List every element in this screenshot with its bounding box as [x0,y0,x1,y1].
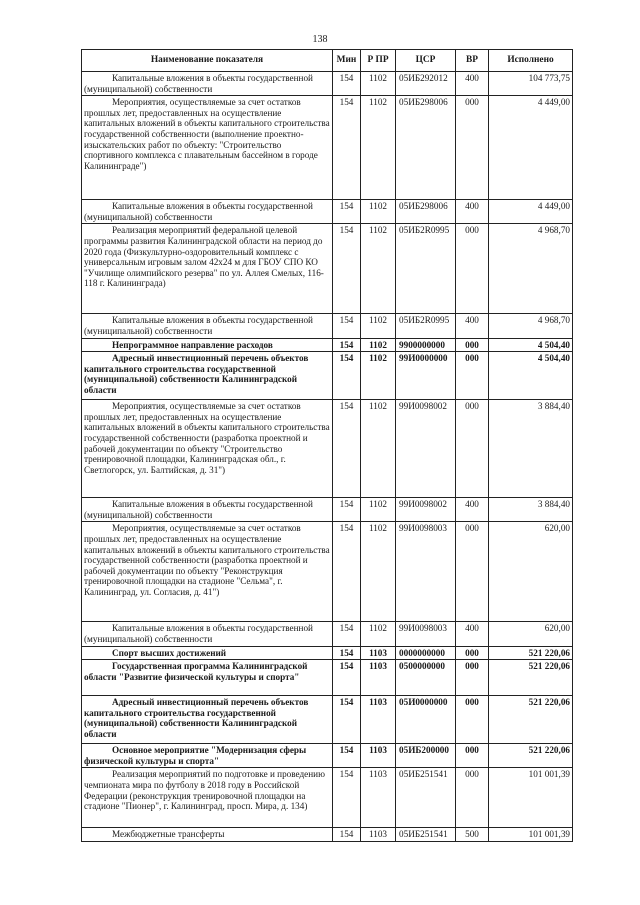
row-name [82,352,333,400]
row-vr: 000 [456,96,489,200]
table-row [82,828,573,842]
row-name-text: Капитальные вложения в объекты государственной (муниципальной) собственности [84,623,313,644]
row-sum: 620,00 [489,522,573,622]
row-name-text: Мероприятия, осуществляемые за счет остатков прошлых лет, предоставленных на осуществление капитальных вложений в объекты капитального строительства государственной собственности (разработка проектной и рабочей документации по объекту "Строительство тренировочной площадки, Калининградская обл., г. Светлогорск, ул. Балтийская, д. 31") [84,401,330,475]
row-min: 154 [333,72,361,96]
row-sum: 3 884,40 [489,400,573,498]
header-name: Наименование показателя [82,50,333,72]
row-rpr: 1102 [361,338,396,352]
row-min: 154 [333,96,361,200]
row-rpr: 1102 [361,96,396,200]
row-vr: 000 [456,352,489,400]
row-min: 154 [333,498,361,522]
row-csr: 99И0098003 [396,622,456,646]
row-name [82,622,333,646]
row-csr: 99И0098002 [396,400,456,498]
row-min: 154 [333,352,361,400]
row-name-text: Капитальные вложения в объекты государственной (муниципальной) собственности [84,315,313,336]
row-name [82,696,333,744]
budget-table [81,49,573,842]
row-name [82,646,333,660]
row-min: 154 [333,224,361,314]
row-sum: 4 968,70 [489,314,573,338]
header-min: Мин [333,50,361,72]
row-sum: 4 968,70 [489,224,573,314]
row-csr: 05ИБ251541 [396,828,456,842]
table-row [82,314,573,338]
row-vr: 000 [456,696,489,744]
row-rpr: 1102 [361,622,396,646]
row-vr: 000 [456,660,489,696]
page-number: 138 [312,34,328,45]
row-vr: 400 [456,72,489,96]
row-name [82,224,333,314]
row-name-text: Адресный инвестиционный перечень объектов капитального строительства государственной (муниципальной) собственности Калининградской области [84,353,309,395]
row-name-text: Адресный инвестиционный перечень объектов капитального строительства государственной (муниципальной) собственности Калининградской области [84,697,309,739]
row-sum: 521 220,06 [489,696,573,744]
row-name-text: Капитальные вложения в объекты государственной (муниципальной) собственности [84,499,313,520]
row-rpr: 1102 [361,314,396,338]
row-vr: 000 [456,646,489,660]
row-vr: 400 [456,200,489,224]
table-row [82,646,573,660]
row-name-text: Капитальные вложения в объекты государственной (муниципальной) собственности [84,73,313,94]
row-name [82,400,333,498]
row-csr: 05ИБ298006 [396,96,456,200]
row-min: 154 [333,314,361,338]
row-vr: 000 [456,522,489,622]
row-vr: 000 [456,744,489,768]
row-vr: 400 [456,314,489,338]
row-name [82,828,333,842]
row-rpr: 1103 [361,768,396,828]
row-vr: 000 [456,768,489,828]
table-row [82,72,573,96]
row-rpr: 1103 [361,828,396,842]
row-rpr: 1102 [361,352,396,400]
row-csr: 05ИБ298006 [396,200,456,224]
header-csr: ЦСР [396,50,456,72]
row-vr: 000 [456,224,489,314]
table-header-row [82,50,573,72]
row-name [82,200,333,224]
table-row [82,696,573,744]
row-vr: 500 [456,828,489,842]
row-rpr: 1103 [361,696,396,744]
row-csr: 0500000000 [396,660,456,696]
table-row [82,224,573,314]
row-name [82,768,333,828]
row-min: 154 [333,200,361,224]
row-csr: 05ИБ292012 [396,72,456,96]
row-vr: 400 [456,498,489,522]
row-rpr: 1102 [361,224,396,314]
row-csr: 05ИБ2R0995 [396,224,456,314]
table-row [82,660,573,696]
header-vr: ВР [456,50,489,72]
row-csr: 0000000000 [396,646,456,660]
row-min: 154 [333,646,361,660]
row-min: 154 [333,768,361,828]
row-csr: 05И0000000 [396,696,456,744]
row-min: 154 [333,400,361,498]
table-row [82,352,573,400]
row-name-text: Спорт высших достижений [112,647,227,658]
row-name [82,522,333,622]
row-sum: 4 449,00 [489,96,573,200]
row-min: 154 [333,744,361,768]
table-row [82,96,573,200]
row-min: 154 [333,828,361,842]
row-sum: 4 449,00 [489,200,573,224]
row-sum: 521 220,06 [489,660,573,696]
row-sum: 4 504,40 [489,352,573,400]
row-name [82,338,333,352]
row-rpr: 1102 [361,522,396,622]
row-csr: 9900000000 [396,338,456,352]
header-rpr: Р ПР [361,50,396,72]
row-sum: 101 001,39 [489,828,573,842]
row-name [82,660,333,696]
row-sum: 4 504,40 [489,338,573,352]
table-row [82,498,573,522]
table-row [82,744,573,768]
row-rpr: 1103 [361,646,396,660]
table-body [82,72,573,842]
row-name [82,72,333,96]
row-min: 154 [333,338,361,352]
row-sum: 521 220,06 [489,646,573,660]
row-csr: 99И0098002 [396,498,456,522]
row-min: 154 [333,522,361,622]
row-name-text: Реализация мероприятий по подготовке и проведению чемпионата мира по футболу в 2018 году в Российской Федерации (реконструкция тренировочной площадки на стадионе "Пионер", г. Калининград, просп. Мира, д. 134) [84,769,325,812]
row-csr: 99И0098003 [396,522,456,622]
row-min: 154 [333,660,361,696]
row-sum: 3 884,40 [489,498,573,522]
row-name [82,744,333,768]
table-row [82,200,573,224]
row-csr: 05ИБ251541 [396,768,456,828]
row-rpr: 1102 [361,400,396,498]
row-sum: 620,00 [489,622,573,646]
row-name-text: Мероприятия, осуществляемые за счет остатков прошлых лет, предоставленных на осуществление капитальных вложений в объекты капитального строительства государственной собственности (разработка проектной и рабочей документации по объекту "Реконструкция тренировочной площадки на стадионе "Сельма", г. Калининград, ул. Согласия, д. 41") [84,523,330,597]
row-rpr: 1103 [361,660,396,696]
row-csr: 99И0000000 [396,352,456,400]
row-sum: 104 773,75 [489,72,573,96]
row-name-text: Государственная программа Калининградской области "Развитие физической культуры и спорта" [84,661,308,682]
table-row [82,522,573,622]
row-name [82,498,333,522]
row-name-text: Капитальные вложения в объекты государственной (муниципальной) собственности [84,201,313,222]
row-name [82,96,333,200]
row-name [82,314,333,338]
row-name-text: Реализация мероприятий федеральной целевой программы развития Калининградской области на период до 2020 года (Физкультурно-оздоровительный комплекс с универсальным игровым залом 42х24 м для ГБОУ СПО КО "Училище олимпийского резерва" по ул. Аллея Смелых, 116-118 г. Калининграда) [84,225,324,289]
row-name-text: Основное мероприятие "Модернизация сферы физической культуры и спорта" [84,745,307,766]
row-rpr: 1102 [361,498,396,522]
row-vr: 000 [456,400,489,498]
row-name-text: Непрограммное направление расходов [112,339,273,350]
row-vr: 400 [456,622,489,646]
row-vr: 000 [456,338,489,352]
row-sum: 521 220,06 [489,744,573,768]
table-row [82,338,573,352]
table-row [82,622,573,646]
header-sum: Исполнено [489,50,573,72]
row-rpr: 1102 [361,200,396,224]
row-csr: 05ИБ2R0995 [396,314,456,338]
row-rpr: 1103 [361,744,396,768]
row-min: 154 [333,696,361,744]
row-name-text: Мероприятия, осуществляемые за счет остатков прошлых лет, предоставленных на осуществление капитальных вложений в объекты капитального строительства государственной собственности (выполнение проектно-изыскательских работ по объекту: "Строительство спортивного комплекса с плавательным бассейном в городе Калининграде") [84,97,330,171]
row-name-text: Межбюджетные трансферты [112,829,225,840]
row-csr: 05ИБ200000 [396,744,456,768]
row-rpr: 1102 [361,72,396,96]
table-row [82,400,573,498]
row-sum: 101 001,39 [489,768,573,828]
row-min: 154 [333,622,361,646]
table-row [82,768,573,828]
